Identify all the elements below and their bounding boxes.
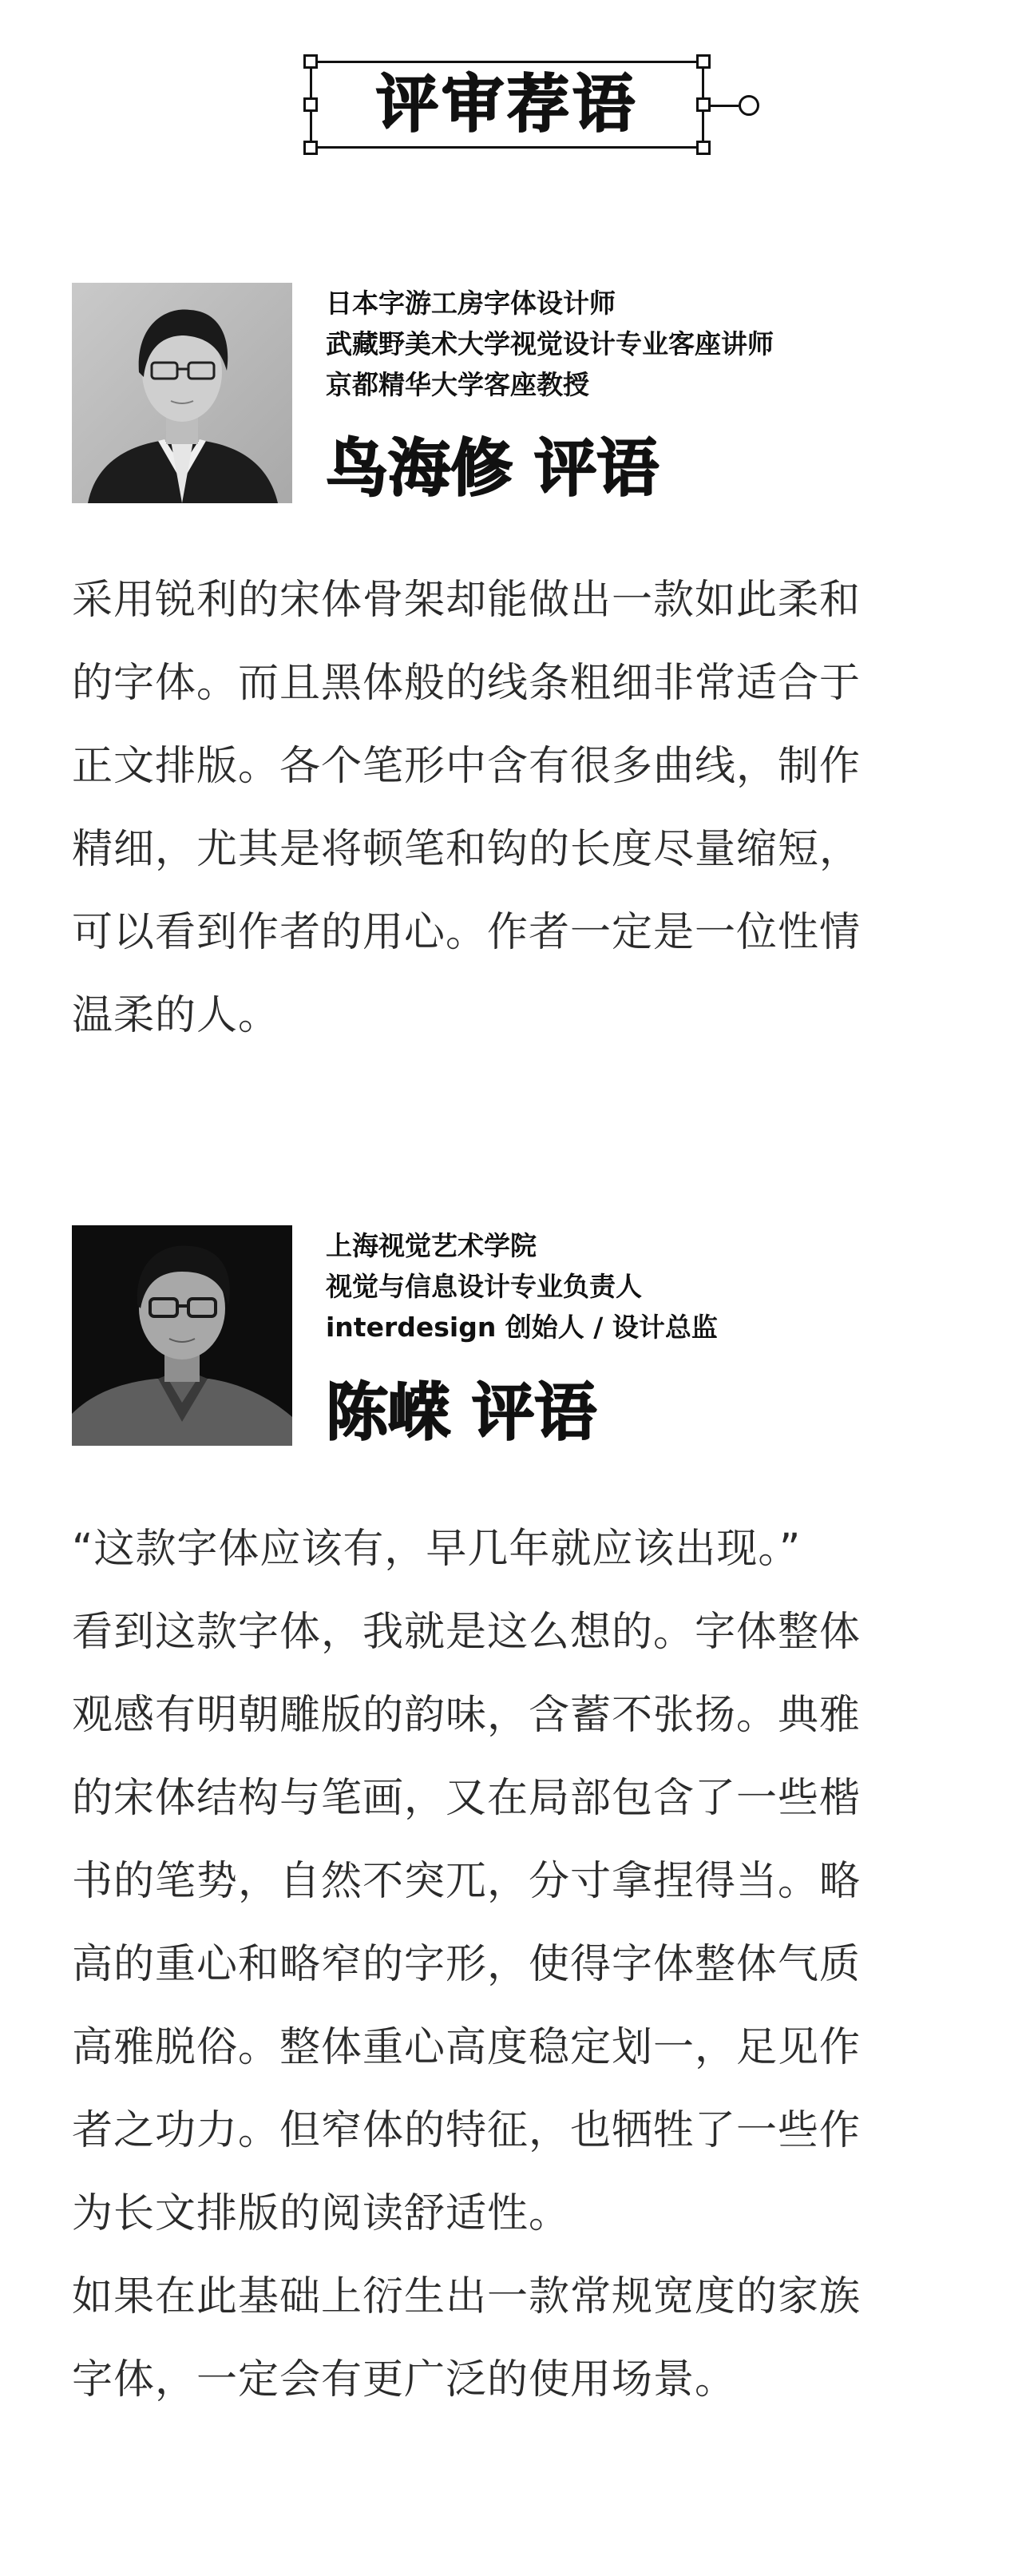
review-line: 为长文排版的阅读舒适性。 [72, 2190, 571, 2237]
credential-line: interdesign 创始人 / 设计总监 [326, 1312, 718, 1343]
review-line: 精细，尤其是将顿笔和钩的长度尽量缩短， [72, 826, 862, 873]
review-line: 可以看到作者的用心。作者一定是一位性情 [72, 909, 862, 956]
credential-line: 日本字游工房字体设计师 [326, 288, 616, 319]
review-line: 书的笔势，自然不突兀，分寸拿捏得当。略 [72, 1858, 862, 1905]
header [0, 61, 1022, 157]
reviewer-portrait [72, 283, 292, 503]
portrait-photo [72, 283, 292, 503]
reviewer-name-heading: 鸟海修 评语 [326, 433, 660, 505]
rotate-connector [710, 105, 739, 107]
reviewer-credentials [326, 1225, 965, 1348]
reviewer-card [72, 283, 950, 503]
review-text [72, 559, 958, 1058]
review-line: 高雅脱俗。整体重心高度稳定划一，足见作 [72, 2024, 862, 2071]
review-line: 的宋体结构与笔画，又在局部包含了一些楷 [72, 1775, 862, 1822]
reviewer-credentials [326, 283, 965, 405]
title-selection-frame [310, 61, 704, 149]
review-line: 字体，一定会有更广泛的使用场景。 [72, 2356, 737, 2403]
portrait-photo [72, 1225, 292, 1446]
review-text [72, 1508, 958, 2422]
review-line: 的字体。而且黑体般的线条粗细非常适合于 [72, 660, 862, 707]
review-line: 看到这款字体，我就是这么想的。字体整体 [72, 1609, 862, 1656]
reviewer-portrait [72, 1225, 292, 1446]
credential-line: 京都精华大学客座教授 [326, 369, 589, 400]
review-line: 温柔的人。 [72, 992, 280, 1039]
review-line: 观感有明朝雕版的韵味，含蓄不张扬。典雅 [72, 1692, 862, 1739]
credential-line: 视觉与信息设计专业负责人 [326, 1271, 642, 1302]
page-title: 评审荐语 [375, 69, 638, 141]
credential-line: 上海视觉艺术学院 [326, 1230, 537, 1261]
review-line: 如果在此基础上衍生出一款常规宽度的家族 [72, 2273, 862, 2320]
review-line: 者之功力。但窄体的特征，也牺牲了一些作 [72, 2107, 862, 2154]
review-line: “这款字体应该有，早几年就应该出现。” [72, 1526, 802, 1573]
reviewer-name-heading: 陈嵘 评语 [326, 1377, 597, 1449]
credential-line: 武藏野美术大学视觉设计专业客座讲师 [326, 328, 774, 359]
rotate-handle-icon [739, 95, 759, 116]
reviewer-card [72, 1225, 950, 1449]
review-line: 正文排版。各个笔形中含有很多曲线，制作 [72, 743, 862, 790]
review-line: 采用锐利的宋体骨架却能做出一款如此柔和 [72, 577, 862, 624]
review-line: 高的重心和略窄的字形，使得字体整体气质 [72, 1941, 862, 1988]
